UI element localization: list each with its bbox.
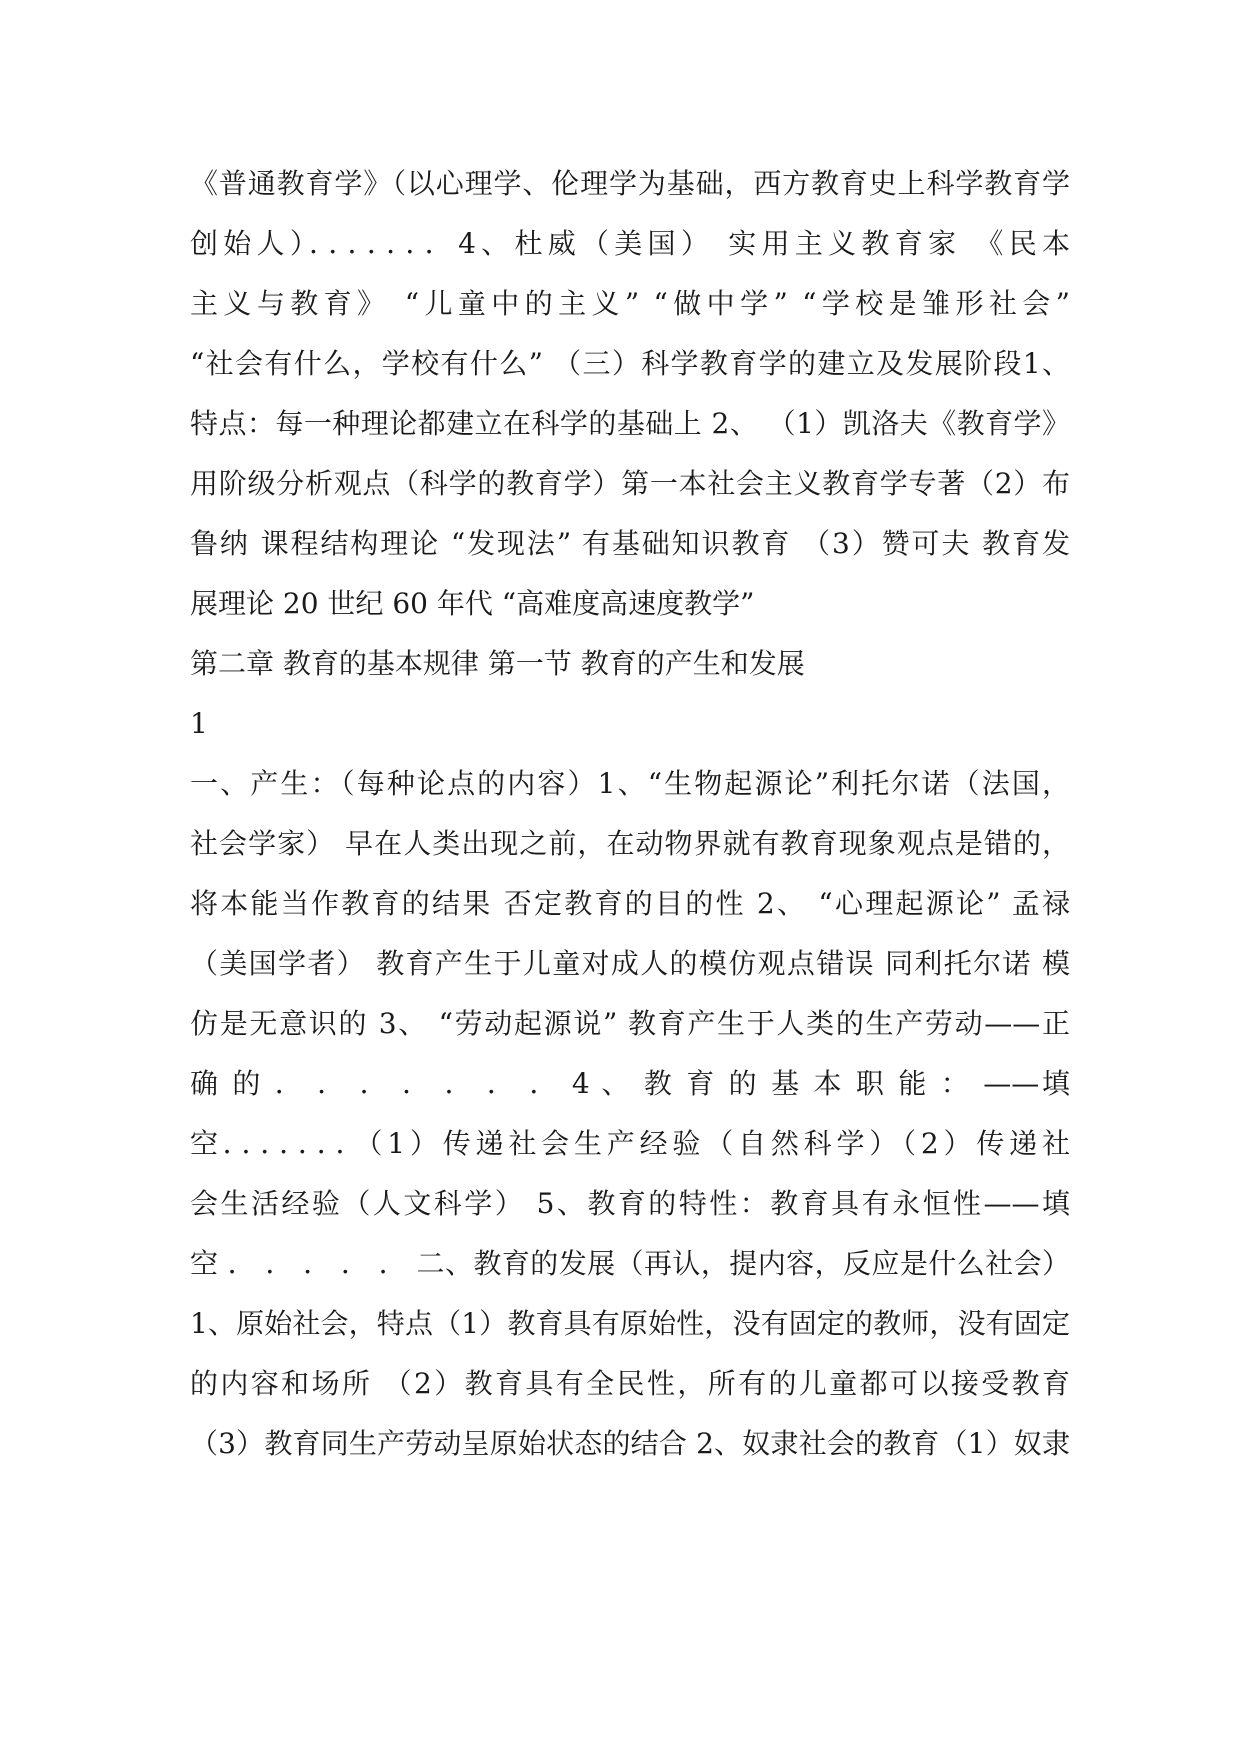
text-line: 《普通教育学》（以心理学、伦理学为基础，西方教育史上科学教育学 <box>190 167 1070 200</box>
text-line: 空 ． ． ． ． ． 二、教育的发展（再认，提内容，反应是什么社会） <box>190 1247 1070 1280</box>
chapter-heading: 第二章 教育的基本规律 第一节 教育的产生和发展 <box>190 647 805 680</box>
text-line: 空．．．．．．．（1）传递社会生产经验（自然科学）（2）传递社 <box>190 1127 1070 1160</box>
text-line: （3）教育同生产劳动呈原始状态的结合 2、奴隶社会的教育（1）奴隶 <box>190 1427 1070 1460</box>
text-line: “社会有什么，学校有什么” （三）科学教育学的建立及发展阶段1、 <box>190 347 1070 380</box>
text-line: 主义与教育》 “儿童中的主义” “做中学” “学校是雏形社会” <box>190 287 1070 320</box>
text-line: 鲁纳 课程结构理论 “发现法” 有基础知识教育 （3）赞可夫 教育发 <box>190 527 1070 560</box>
text-line: 仿是无意识的 3、 “劳动起源说” 教育产生于人类的生产劳动——正 <box>190 1007 1070 1040</box>
text-line: 的内容和场所 （2）教育具有全民性，所有的儿童都可以接受教育 <box>190 1367 1070 1400</box>
text-line: （美国学者） 教育产生于儿童对成人的模仿观点错误 同利托尔诺 模 <box>190 947 1070 980</box>
text-line: 将本能当作教育的结果 否定教育的目的性 2、 “心理起源论” 孟禄 <box>190 887 1070 920</box>
page-number: 1 <box>190 707 208 740</box>
text-line: 社会学家） 早在人类出现之前，在动物界就有教育现象观点是错的， <box>190 827 1070 860</box>
text-line: 会生活经验（人文科学） 5、教育的特性：教育具有永恒性——填 <box>190 1187 1070 1220</box>
text-line: 特点：每一种理论都建立在科学的基础上 2、 （1）凯洛夫《教育学》 <box>190 407 1070 440</box>
text-line: 1、原始社会，特点（1）教育具有原始性，没有固定的教师，没有固定 <box>190 1307 1070 1340</box>
text-line: 展理论 20 世纪 60 年代 “高难度高速度教学” <box>190 587 755 620</box>
text-line: 用阶级分析观点（科学的教育学）第一本社会主义教育学专著（2）布 <box>190 467 1070 500</box>
text-line: 创始人）．．．．．．．4、杜威（美国） 实用主义教育家 《民本 <box>190 227 1070 260</box>
text-line: 确 的 ． ． ． ． ． ． ． 4 、 教 育 的 基 本 职 能 ： ——填 <box>190 1067 1070 1100</box>
text-line: 一、产生：（每种论点的内容）1、“生物起源论”利托尔诺（法国， <box>190 767 1070 800</box>
